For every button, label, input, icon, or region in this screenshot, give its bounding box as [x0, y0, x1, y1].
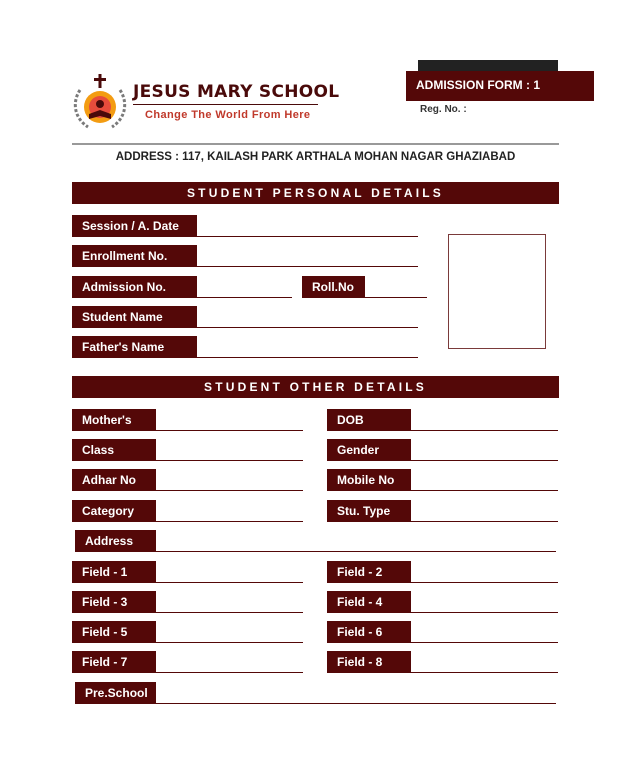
student-name-label: Student Name — [72, 306, 197, 328]
photo-box[interactable] — [448, 234, 546, 349]
class-field[interactable] — [156, 460, 303, 461]
category-field[interactable] — [156, 521, 303, 522]
school-tagline: Change The World From Here — [145, 109, 311, 121]
school-address: ADDRESS : 117, KAILASH PARK ARTHALA MOHAN NAGAR GHAZIABAD — [115, 151, 516, 163]
section-other-header: STUDENT OTHER DETAILS — [72, 376, 559, 398]
field-7-input[interactable] — [156, 672, 303, 673]
session-field[interactable] — [197, 236, 418, 237]
roll-no-field[interactable] — [365, 297, 427, 298]
field-6-label: Field - 6 — [327, 621, 411, 643]
admission-label: Admission No. — [72, 276, 197, 298]
field-4-input[interactable] — [411, 612, 558, 613]
field-5-input[interactable] — [156, 642, 303, 643]
mother-field[interactable] — [156, 430, 303, 431]
enrollment-label: Enrollment No. — [72, 245, 197, 267]
field-2-input[interactable] — [411, 582, 558, 583]
address-label: Address — [75, 530, 156, 552]
field-5-label: Field - 5 — [72, 621, 156, 643]
student-name-field[interactable] — [197, 327, 418, 328]
reg-no-label: Reg. No. : — [420, 104, 467, 115]
school-name-underline — [133, 104, 318, 105]
school-emblem-icon — [70, 72, 130, 132]
dob-field[interactable] — [411, 430, 558, 431]
pre-school-field[interactable] — [156, 703, 556, 704]
gender-label: Gender — [327, 439, 411, 461]
enrollment-field[interactable] — [197, 266, 418, 267]
dob-label: DOB — [327, 409, 411, 431]
field-1-input[interactable] — [156, 582, 303, 583]
field-7-label: Field - 7 — [72, 651, 156, 673]
admission-field[interactable] — [197, 297, 292, 298]
mobile-field[interactable] — [411, 490, 558, 491]
form-title-badge: ADMISSION FORM : 1 — [406, 71, 594, 101]
stu-type-label: Stu. Type — [327, 500, 411, 522]
gender-field[interactable] — [411, 460, 558, 461]
pre-school-label: Pre.School — [75, 682, 156, 704]
class-label: Class — [72, 439, 156, 461]
stu-type-field[interactable] — [411, 521, 558, 522]
adhar-field[interactable] — [156, 490, 303, 491]
field-4-label: Field - 4 — [327, 591, 411, 613]
field-8-input[interactable] — [411, 672, 558, 673]
school-logo — [70, 72, 130, 132]
field-6-input[interactable] — [411, 642, 558, 643]
address-field[interactable] — [156, 551, 556, 552]
section-personal-header: STUDENT PERSONAL DETAILS — [72, 182, 559, 204]
adhar-label: Adhar No — [72, 469, 156, 491]
mother-label: Mother's — [72, 409, 156, 431]
father-name-field[interactable] — [197, 357, 418, 358]
field-3-input[interactable] — [156, 612, 303, 613]
field-8-label: Field - 8 — [327, 651, 411, 673]
father-name-label: Father's Name — [72, 336, 197, 358]
field-1-label: Field - 1 — [72, 561, 156, 583]
roll-no-label: Roll.No — [302, 276, 365, 298]
category-label: Category — [72, 500, 156, 522]
school-name: JESUS MARY SCHOOL — [133, 82, 340, 102]
header-divider — [72, 143, 559, 145]
field-2-label: Field - 2 — [327, 561, 411, 583]
session-label: Session / A. Date — [72, 215, 197, 237]
mobile-label: Mobile No — [327, 469, 411, 491]
field-3-label: Field - 3 — [72, 591, 156, 613]
